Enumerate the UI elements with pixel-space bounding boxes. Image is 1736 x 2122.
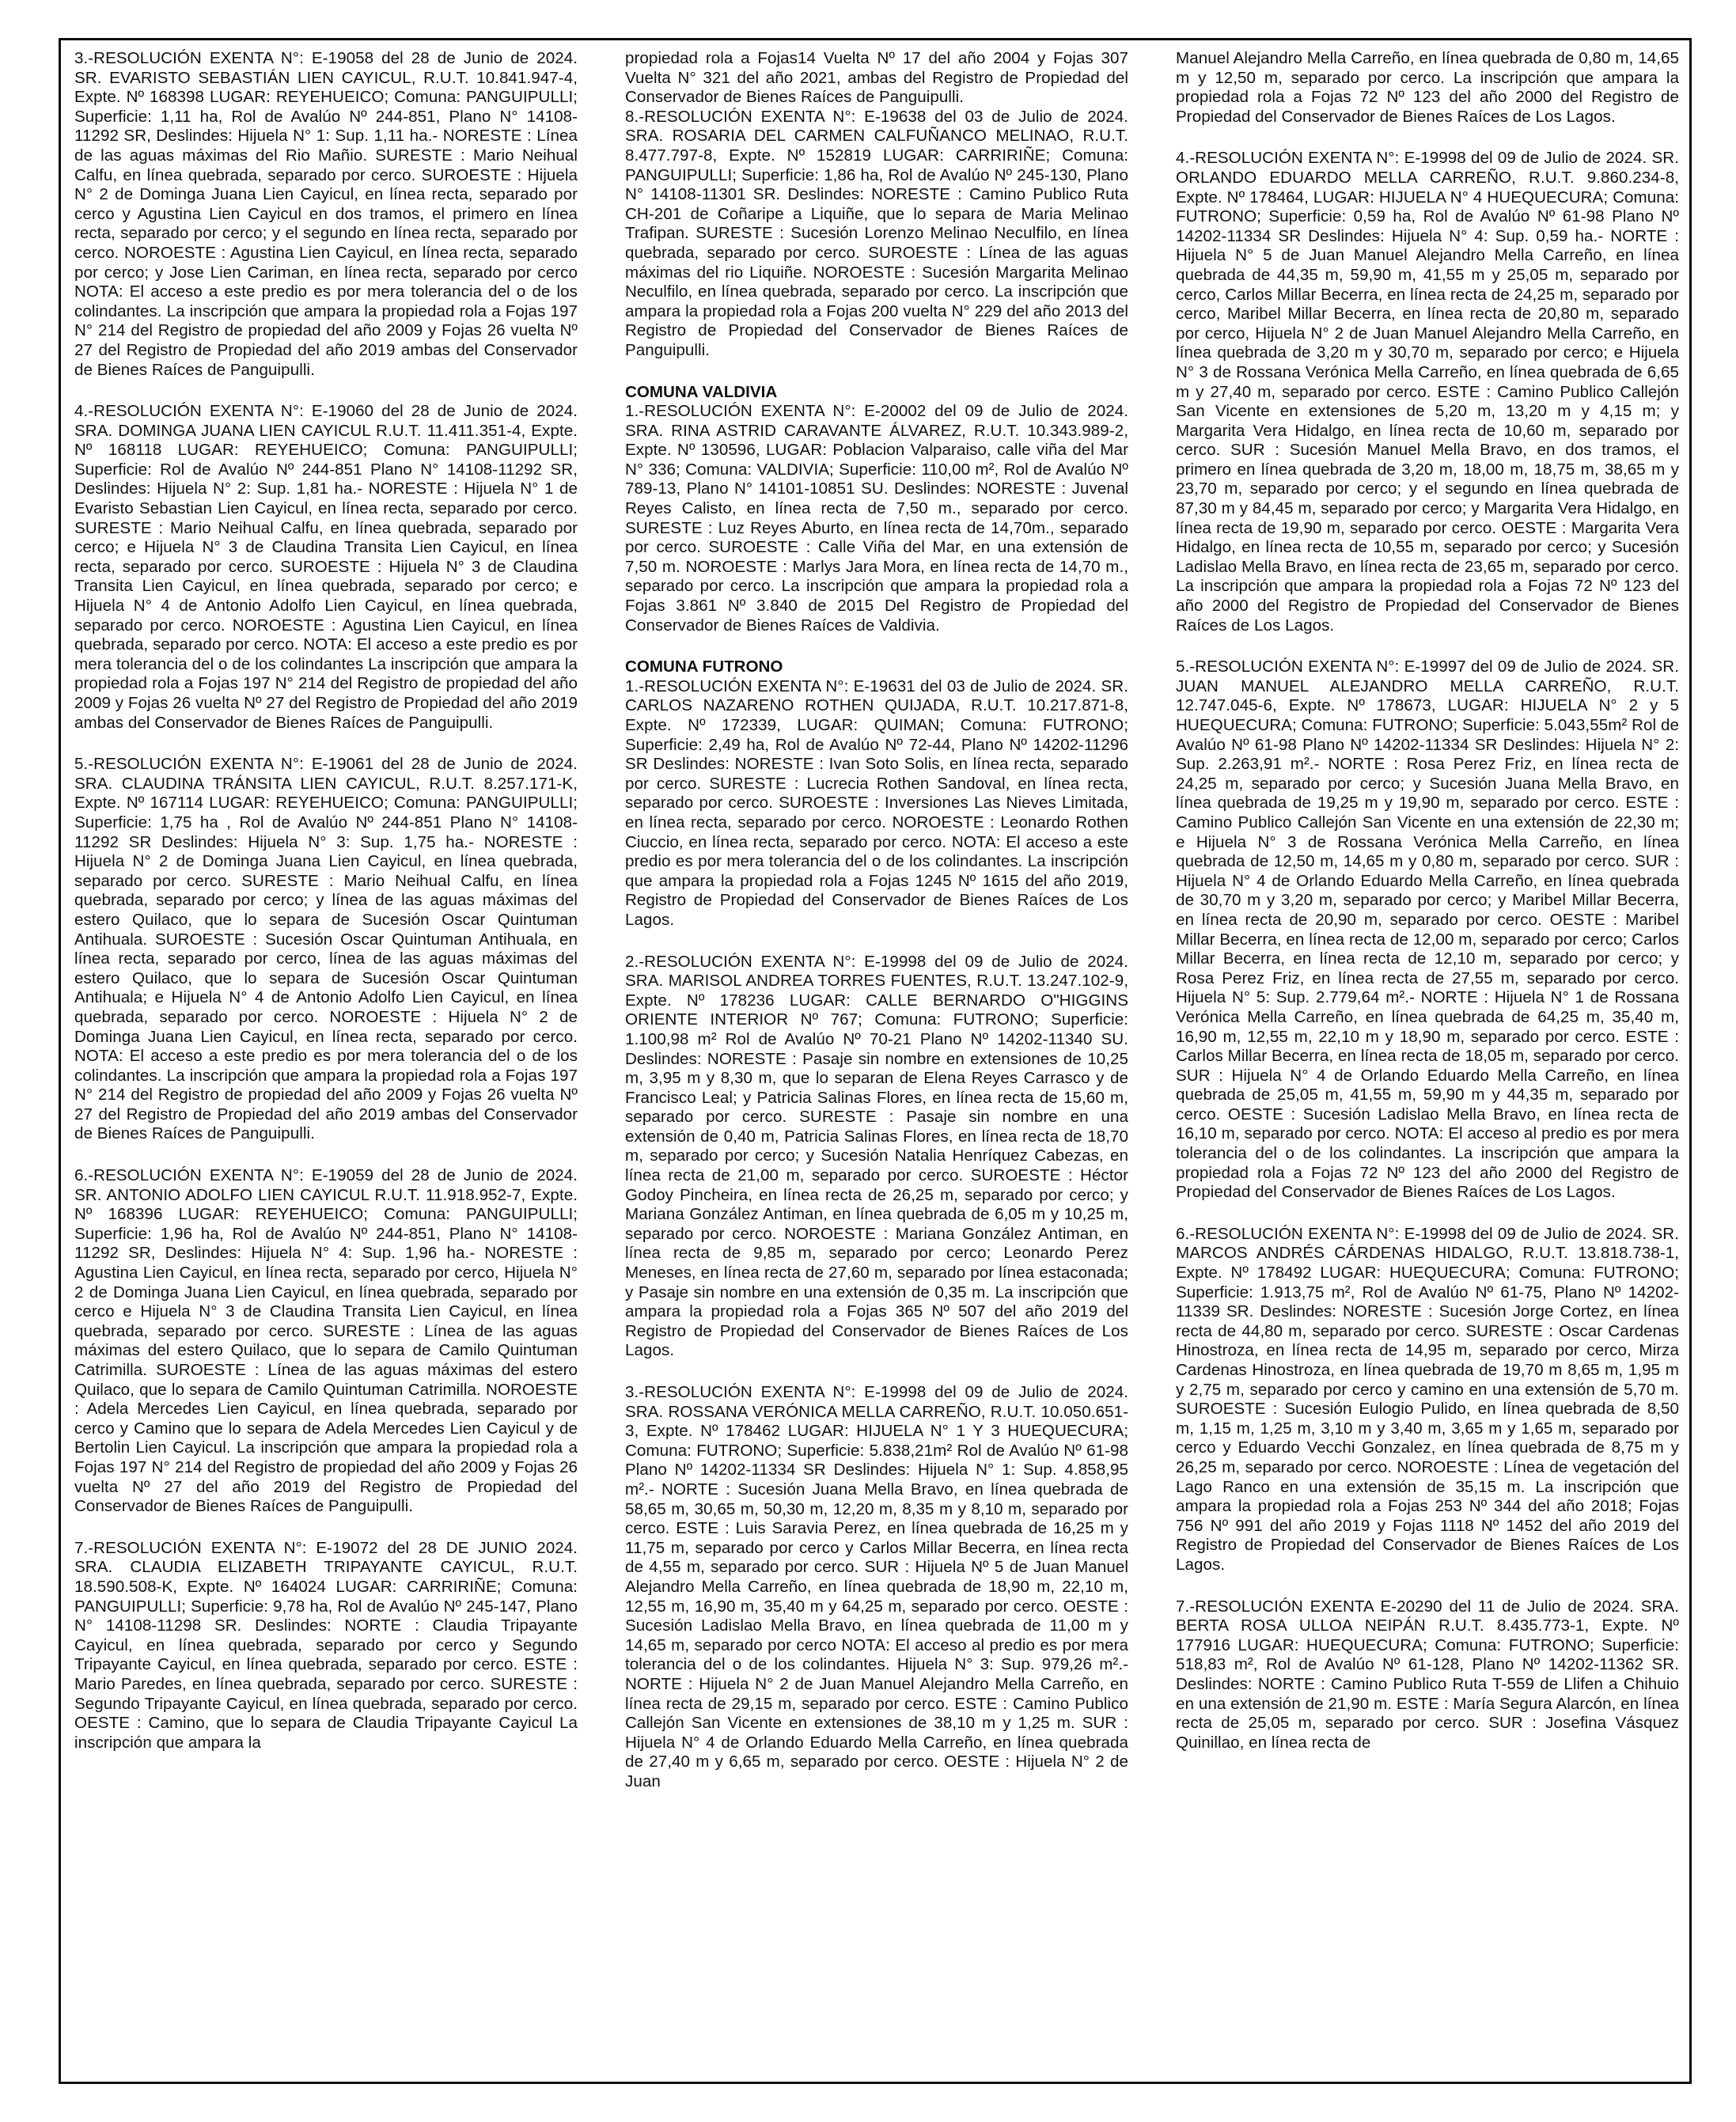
notice-paragraph: Manuel Alejandro Mella Carreño, en línea quebrada de 0,80 m, 14,65 m y 12,50 m, separado por cerco. La inscripción que ampara la propiedad rola a Fojas 72 Nº 123 del año 2000 del Registro de Propiedad del Conservador de Bienes Raíces de Los Lagos. [1176,49,1679,126]
notice-paragraph: propiedad rola a Fojas14 Vuelta Nº 17 del año 2004 y Fojas 307 Vuelta N° 321 del año 2021, ambas del Registro de Propiedad del Conservador de Bienes Raíces de Panguipulli. [625,49,1128,107]
notice-paragraph: 5.-RESOLUCIÓN EXENTA N°: E-19997 del 09 de Julio de 2024. SR. JUAN MANUEL ALEJANDRO MELLA CARREÑO, R.U.T. 12.747.045-6, Expte. Nº 178673, LUGAR: HIJUELA N° 2 y 5 HUEQUECURA; Comuna: FUTRONO; Superficie: 5.043,55m² Rol de Avalúo Nº 61-98 Plano Nº 14202-11334 SR Deslindes: Hijuela N° 2: Sup. 2.263,91 m².- NORTE : Rosa Perez Friz, en línea recta de 24,25 m, separado por cerco; y Sucesión Juana Mella Bravo, en línea quebrada de 19,25 m y 19,90 m, separado por cerco. ESTE : Camino Publico Callejón San Vicente en una extensión de 22,30 m; e Hijuela N° 3 de Rossana Verónica Mella Carreño, en línea quebrada de 12,50 m, 14,65 m y 0,80 m, separado por cerco. SUR : Hijuela N° 4 de Orlando Eduardo Mella Carreño, en línea quebrada de 30,70 m y 3,20 m, separado por cerco; y Maribel Millar Becerra, en línea recta de 20,90 m, separado por cerco. OESTE : Maribel Millar Becerra, en línea recta de 12,00 m, separado por cerco; Carlos Millar Becerra, en línea recta de 12,10 m, separado por cerco; y Rosa Perez Friz, en línea recta de 27,55 m, separado por cerco. Hijuela N° 5: Sup. 2.779,64 m².- NORTE : Hijuela N° 1 de Rossana Verónica Mella Carreño, en línea quebrada de 64,25 m, 35,40 m, 16,90 m, 12,55 m, 22,10 m y 18,90 m, separado por cerco. ESTE : Carlos Millar Becerra, en línea recta de 18,05 m, separado por cerco. SUR : Hijuela N° 4 de Orlando Eduardo Mella Carreño, en línea quebrada de 25,05 m, 41,55 m, 59,90 m y 44,35 m, separado por cerco. OESTE : Sucesión Ladislao Mella Bravo, en línea recta de 16,10 m, separado por cerco. NOTA: El acceso al predio es por mera tolerancia del o de los colindantes. La inscripción que ampara la propiedad rola a Fojas 72 Nº 123 del año 2000 del Registro de Propiedad del Conservador de Bienes Raíces de Los Lagos. [1176,657,1679,1202]
section-heading-futrono: COMUNA FUTRONO [625,657,783,676]
notice-paragraph: 3.-RESOLUCIÓN EXENTA N°: E-19998 del 09 de Julio de 2024. SRA. ROSSANA VERÓNICA MELLA CARREÑO, R.U.T. 10.050.651-3, Expte. Nº 178462 LUGAR: HIJUELA N° 1 Y 3 HUEQUECURA; Comuna: FUTRONO; Superficie: 5.838,21m² Rol de Avalúo Nº 61-98 Plano Nº 14202-11334 SR Deslindes: Hijuela N° 1: Sup. 4.858,95 m².- NORTE : Sucesión Juana Mella Bravo, en línea quebrada de 58,65 m, 30,65 m, 50,30 m, 12,20 m, 8,35 m y 8,10 m, separado por cerco. ESTE : Luis Saravia Perez, en línea quebrada de 16,25 m y 11,75 m, separado por cerco y Carlos Millar Becerra, en línea recta de 4,55 m, separado por cerco. SUR : Hijuela Nº 5 de Juan Manuel Alejandro Mella Carreño, en línea quebrada de 18,90 m, 22,10 m, 12,55 m, 16,90 m, 35,40 m y 64,25 m, separado por cerco. OESTE : Sucesión Ladislao Mella Bravo, en línea quebrada de 11,00 m y 14,65 m, separado por cerco NOTA: El acceso al predio es por mera tolerancia del o de los colindantes. Hijuela N° 3: Sup. 979,26 m².- NORTE : Hijuela N° 2 de Juan Manuel Alejandro Mella Carreño, en línea recta de 29,15 m, separado por cerco. ESTE : Camino Publico Callejón San Vicente en extensiones de 38,10 m y 1,25 m. SUR : Hijuela N° 4 de Orlando Eduardo Mella Carreño, en línea quebrada de 27,40 m y 6,65 m, separado por cerco. OESTE : Hijuela N° 2 de Juan [625,1383,1128,1790]
notice-columns [74,49,1679,2075]
notice-paragraph: 5.-RESOLUCIÓN EXENTA N°: E-19061 del 28 de Junio de 2024. SRA. CLAUDINA TRÁNSITA LIEN CAYICUL, R.U.T. 8.257.171-K, Expte. Nº 167114 LUGAR: REYEHUEICO; Comuna: PANGUIPULLI; Superficie: 1,75 ha , Rol de Avalúo Nº 244-851 Plano N° 14108-11292 SR Deslindes: Hijuela N° 3: Sup. 1,75 ha.- NORESTE : Hijuela N° 2 de Dominga Juana Lien Cayicul, en línea quebrada, separado por cerco. SURESTE : Mario Neihual Calfu, en línea quebrada, separado por cerco; y línea de las aguas máximas del estero Quilaco, que lo separa de Sucesión Oscar Quintuman Antihuala. SUROESTE : Sucesión Oscar Quintuman Antihuala, en línea recta, separado por cerco, línea de las aguas máximas del estero Quilaco, que lo separa de Sucesión Oscar Quintuman Antihuala; e Hijuela N° 4 de Antonio Adolfo Lien Cayicul, en línea quebrada, separado por cerco. NOROESTE : Hijuela N° 2 de Dominga Juana Lien Cayicul, en línea recta, separado por cerco. NOTA: El acceso a este predio es por mera tolerancia del o de los colindantes. La inscripción que ampara la propiedad rola a Fojas 197 N° 214 del Registro de propiedad del año 2009 y Fojas 26 vuelta Nº 27 del Registro de Propiedad del año 2019 ambas del Conservador de Bienes Raíces de Panguipulli. [74,755,578,1143]
notice-paragraph: 8.-RESOLUCIÓN EXENTA N°: E-19638 del 03 de Julio de 2024. SRA. ROSARIA DEL CARMEN CALFUÑANCO MELINAO, R.U.T. 8.477.797-8, Expte. Nº 152819 LUGAR: CARRIRIÑE; Comuna: PANGUIPULLI; Superficie: 1,86 ha, Rol de Avalúo Nº 245-130, Plano N° 14108-11301 SR. Deslindes: NORESTE : Camino Publico Ruta CH-201 de Coñaripe a Liquiñe, que lo separa de Maria Melinao Trafipan. SURESTE : Sucesión Lorenzo Melinao Neculfilo, en línea quebrada, separado por cerco. SUROESTE : Línea de las aguas máximas del rio Liquiñe. NOROESTE : Sucesión Margarita Melinao Neculfilo, en línea quebrada, separado por cerco. La inscripción que ampara la propiedad rola a Fojas 200 vuelta N° 229 del año 2013 del Registro de Propiedad del Conservador de Bienes Raíces de Panguipulli. [625,107,1128,359]
notice-paragraph: 3.-RESOLUCIÓN EXENTA N°: E-19058 del 28 de Junio de 2024. SR. EVARISTO SEBASTIÁN LIEN CAYICUL, R.U.T. 10.841.947-4, Expte. Nº 168398 LUGAR: REYEHUEICO; Comuna: PANGUIPULLI; Superficie: 1,11 ha, Rol de Avalúo Nº 244-851, Plano N° 14108-11292 SR, Deslindes: Hijuela N° 1: Sup. 1,11 ha.- NORESTE : Línea de las aguas máximas del Rio Mañio. SURESTE : Mario Neihual Calfu, en línea quebrada, separado por cerco. SUROESTE : Hijuela N° 2 de Dominga Juana Lien Cayicul, en línea recta, separado por cerco y Agustina Lien Cayicul en dos tramos, el primero en línea recta, separado por cerco; y el segundo en línea recta, separado por cerco. NOROESTE : Agustina Lien Cayicul, en línea recta, separado por cerco; y Jose Lien Cariman, en línea recta, separado por cerco NOTA: El acceso a este predio es por mera tolerancia del o de los colindantes. La inscripción que ampara la propiedad rola a Fojas 197 N° 214 del Registro de propiedad del año 2009 y Fojas 26 vuelta Nº 27 del Registro de Propiedad del año 2019 ambas del Conservador de Bienes Raíces de Panguipulli. [74,49,578,379]
notice-paragraph: 4.-RESOLUCIÓN EXENTA N°: E-19998 del 09 de Julio de 2024. SR. ORLANDO EDUARDO MELLA CARREÑO, R.U.T. 9.860.234-8, Expte. Nº 178464, LUGAR: HIJUELA N° 4 HUEQUECURA; Comuna: FUTRONO; Superficie: 0,59 ha, Rol de Avalúo Nº 61-98 Plano Nº 14202-11334 SR Deslindes: Hijuela N° 4: Sup. 0,59 ha.- NORTE : Hijuela N° 5 de Juan Manuel Alejandro Mella Carreño, en línea quebrada de 44,35 m, 59,90 m, 41,55 m y 25,05 m, separado por cerco, Carlos Millar Becerra, en línea recta de 24,25 m, separado por cerco, Maribel Millar Becerra, en línea recta de 20,80 m, separado por cerco, Hijuela N° 2 de Juan Manuel Alejandro Mella Carreño, en línea quebrada de 3,20 m y 30,70 m, separado por cerco; e Hijuela N° 3 de Rossana Verónica Mella Carreño, en línea quebrada de 6,65 m y 27,40 m, separado por cerco. ESTE : Camino Publico Callejón San Vicente en extensiones de 5,20 m, 13,20 m y 4,15 m; y Margarita Vera Hidalgo, en línea recta de 10,60 m, separado por cerco. SUR : Sucesión Manuel Mella Bravo, en dos tramos, el primero en línea quebrada de 3,20 m, 18,00 m, 18,75 m, 38,65 m y 23,70 m, separado por cerco; y el segundo en línea quebrada de 87,30 m y 84,45 m, separado por cerco; y Margarita Vera Hidalgo, en línea recta de 19,90 m, separado por cerco. OESTE : Margarita Vera Hidalgo, en línea recta de 10,55 m, separado por cerco; y Sucesión Ladislao Mella Bravo, en línea recta de 23,65 m, separado por cerco. La inscripción que ampara la propiedad rola a Fojas 72 Nº 123 del año 2000 del Registro de Propiedad del Conservador de Bienes Raíces de Los Lagos. [1176,149,1679,635]
column-3 [1176,49,1679,2075]
notice-paragraph: 6.-RESOLUCIÓN EXENTA N°: E-19998 del 09 de Julio de 2024. SR. MARCOS ANDRÉS CÁRDENAS HIDALGO, R.U.T. 13.818.738-1, Expte. Nº 178492 LUGAR: HUEQUECURA; Comuna: FUTRONO; Superficie: 1.913,75 m², Rol de Avalúo Nº 61-75, Plano Nº 14202-11339 SR. Deslindes: NORESTE : Sucesión Jorge Cortez, en línea recta de 44,80 m, separado por cerco. SURESTE : Oscar Cardenas Hinostroza, en línea recta de 14,95 m, separado por cerco, Mirza Cardenas Hinostroza, en línea quebrada de 19,70 m 8,65 m, 1,95 m y 2,75 m, separado por cerco y camino en una extensión de 5,70 m. SUROESTE : Sucesión Eulogio Pulido, en línea quebrada de 8,50 m, 1,15 m, 1,25 m, 3,10 m y 3,40 m, 3,65 m y 1,65 m, separado por cerco y Eduardo Vecchi Gonzalez, en línea quebrada de 8,75 m y 26,25 m, separado por cerco. NOROESTE : Línea de vegetación del Lago Ranco en una extensión de 35,15 m. La inscripción que ampara la propiedad rola a Fojas 253 Nº 344 del año 2018; Fojas 756 Nº 991 del año 2019 y Fojas 1118 Nº 1452 del año 2019 del Registro de Propiedad del Conservador de Bienes Raíces de Los Lagos. [1176,1224,1679,1574]
column-2 [625,49,1128,2075]
section-heading-valdivia: COMUNA VALDIVIA [625,382,778,401]
notice-paragraph: 7.-RESOLUCIÓN EXENTA N°: E-19072 del 28 DE JUNIO 2024. SRA. CLAUDIA ELIZABETH TRIPAYANTE CAYICUL, R.U.T. 18.590.508-K, Expte. Nº 164024 LUGAR: CARRIRIÑE; Comuna: PANGUIPULLI; Superficie: 9,78 ha, Rol de Avalúo Nº 245-147, Plano N° 14108-11298 SR. Deslindes: NORTE : Claudia Tripayante Cayicul, en línea quebrada, separado por cerco y Segundo Tripayante Cayicul, en línea quebrada, separado por cerco. ESTE : Mario Paredes, en línea quebrada, separado por cerco. SURESTE : Segundo Tripayante Cayicul, en línea quebrada, separado por cerco. OESTE : Camino, que lo separa de Claudia Tripayante Cayicul La inscripción que ampara la [74,1538,578,1752]
notice-paragraph: 1.-RESOLUCIÓN EXENTA N°: E-20002 del 09 de Julio de 2024. SRA. RINA ASTRID CARAVANTE ÁLVAREZ, R.U.T. 10.343.989-2, Expte. Nº 130596, LUGAR: Poblacion Valparaiso, calle viña del Mar N° 336; Comuna: VALDIVIA; Superficie: 110,00 m², Rol de Avalúo Nº 789-13, Plano N° 14101-10851 SU. Deslindes: NORESTE : Juvenal Reyes Calisto, en línea recta de 7,50 m., separado por cerco. SURESTE : Luz Reyes Aburto, en línea recta de 14,70m., separado por cerco. SUROESTE : Calle Viña del Mar, en una extensión de 7,50 m. NOROESTE : Marlys Jara Mora, en línea recta de 14,70 m., separado por cerco. La inscripción que ampara la propiedad rola a Fojas 3.861 Nº 3.840 de 2015 Del Registro de Propiedad del Conservador de Bienes Raíces de Valdivia. [625,402,1128,635]
notice-paragraph: 4.-RESOLUCIÓN EXENTA N°: E-19060 del 28 de Junio de 2024. SRA. DOMINGA JUANA LIEN CAYICUL R.U.T. 11.411.351-4, Expte. Nº 168118 LUGAR: REYEHUEICO; Comuna: PANGUIPULLI; Superficie: Rol de Avalúo Nº 244-851 Plano N° 14108-11292 SR, Deslindes: Hijuela N° 2: Sup. 1,81 ha.- NORESTE : Hijuela N° 1 de Evaristo Sebastian Lien Cayicul, en línea recta, separado por cerco. SURESTE : Mario Neihual Calfu, en línea quebrada, separado por cerco; e Hijuela N° 3 de Claudina Transita Lien Cayicul, en línea recta, separado por cerco. SUROESTE : Hijuela N° 3 de Claudina Transita Lien Cayicul, en línea quebrada, separado por cerco; e Hijuela N° 4 de Antonio Adolfo Lien Cayicul, en línea quebrada, separado por cerco. NOROESTE : Agustina Lien Cayicul, en línea quebrada, separado por cerco. NOTA: El acceso a este predio es por mera tolerancia del o de los colindantes La inscripción que ampara la propiedad rola a Fojas 197 N° 214 del Registro de propiedad del año 2009 y Fojas 26 vuelta Nº 27 del Registro de Propiedad del año 2019 ambas del Conservador de Bienes Raíces de Panguipulli. [74,402,578,732]
notice-paragraph: 6.-RESOLUCIÓN EXENTA N°: E-19059 del 28 de Junio de 2024. SR. ANTONIO ADOLFO LIEN CAYICUL R.U.T. 11.918.952-7, Expte. Nº 168396 LUGAR: REYEHUEICO; Comuna: PANGUIPULLI; Superficie: 1,96 ha, Rol de Avalúo Nº 244-851, Plano N° 14108-11292 SR, Deslindes: Hijuela N° 4: Sup. 1,96 ha.- NORESTE : Agustina Lien Cayicul, en línea recta, separado por cerco, Hijuela N° 2 de Dominga Juana Lien Cayicul, en línea quebrada, separado por cerco e Hijuela N° 3 de Claudina Transita Lien Cayicul, en línea quebrada, separado por cerco. SURESTE : Línea de las aguas máximas del estero Quilaco, que lo separa de Camilo Quintuman Catrimilla. SUROESTE : Línea de las aguas máximas del estero Quilaco, que lo separa de Camilo Quintuman Catrimilla. NOROESTE : Adela Mercedes Lien Cayicul, en línea quebrada, separado por cerco y Camino que lo separa de Adela Mercedes Lien Cayicul y de Bertolin Lien Cayicul. La inscripción que ampara la propiedad rola a Fojas 197 N° 214 del Registro de propiedad del año 2009 y Fojas 26 vuelta Nº 27 del año 2019 del Registro de Propiedad del Conservador de Bienes Raíces de Panguipulli. [74,1166,578,1516]
notice-paragraph: 1.-RESOLUCIÓN EXENTA N°: E-19631 del 03 de Julio de 2024. SR. CARLOS NAZARENO ROTHEN QUIJADA, R.U.T. 10.217.871-8, Expte. Nº 172339, LUGAR: QUIMAN; Comuna: FUTRONO; Superficie: 2,49 ha, Rol de Avalúo Nº 72-44, Plano Nº 14202-11296 SR Deslindes: NORESTE : Ivan Soto Solis, en línea recta, separado por cerco. SURESTE : Lucrecia Rothen Sandoval, en línea recta, separado por cerco. SUROESTE : Inversiones Las Nieves Limitada, en línea recta, separado por cerco. NOROESTE : Leonardo Rothen Ciuccio, en línea recta, separado por cerco. NOTA: El acceso a este predio es por mera tolerancia del o de los colindantes. La inscripción que ampara la propiedad rola a Fojas 1245 Nº 1615 del año 2019, Registro de Propiedad del Conservador de Bienes Raíces de Los Lagos. [625,676,1128,929]
notice-paragraph: 7.-RESOLUCIÓN EXENTA E-20290 del 11 de Julio de 2024. SRA. BERTA ROSA ULLOA NEIPÁN R.U.T. 8.435.773-1, Expte. Nº 177916 LUGAR: HUEQUECURA; Comuna: FUTRONO; Superficie: 518,83 m², Rol de Avalúo Nº 61-128, Plano Nº 14202-11362 SR. Deslindes: NORTE : Camino Publico Ruta T-559 de Llifen a Chihuio en una extensión de 21,90 m. ESTE : María Segura Alarcón, en línea recta de 25,05 m, separado por cerco. SUR : Josefina Vásquez Quinillao, en línea recta de [1176,1597,1679,1752]
column-1 [74,49,578,2075]
notice-paragraph: 2.-RESOLUCIÓN EXENTA N°: E-19998 del 09 de Julio de 2024. SRA. MARISOL ANDREA TORRES FUENTES, R.U.T. 13.247.102-9, Expte. Nº 178236 LUGAR: CALLE BERNARDO O"HIGGINS ORIENTE INTERIOR Nº 767; Comuna: FUTRONO; Superficie: 1.100,98 m² Rol de Avalúo Nº 70-21 Plano Nº 14202-11340 SU. Deslindes: NORESTE : Pasaje sin nombre en extensiones de 10,25 m, 3,95 m y 8,30 m, que lo separan de Elena Reyes Carrasco y de Francisco Leal; y Patricia Salinas Flores, en línea recta de 15,60 m, separado por cerco. SURESTE : Pasaje sin nombre en una extensión de 0,40 m, Patricia Salinas Flores, en línea recta de 18,70 m, separado por cerco; y Sucesión Natalia Henríquez Cabezas, en línea recta de 21,00 m, separado por cerco. SUROESTE : Héctor Godoy Pincheira, en línea recta de 26,25 m, separado por cerco; y Mariana González Antiman, en línea quebrada de 6,05 m y 10,25 m, separado por cerco. NOROESTE : Mariana González Antiman, en línea recta de 9,85 m, separado por cerco; Leonardo Perez Meneses, en línea recta de 27,60 m, separado por línea estaconada; y Pasaje sin nombre en una extensión de 0,35 m. La inscripción que ampara la propiedad rola a Fojas 365 Nº 507 del año 2019 del Registro de Propiedad del Conservador de Bienes Raíces de Los Lagos. [625,952,1128,1360]
